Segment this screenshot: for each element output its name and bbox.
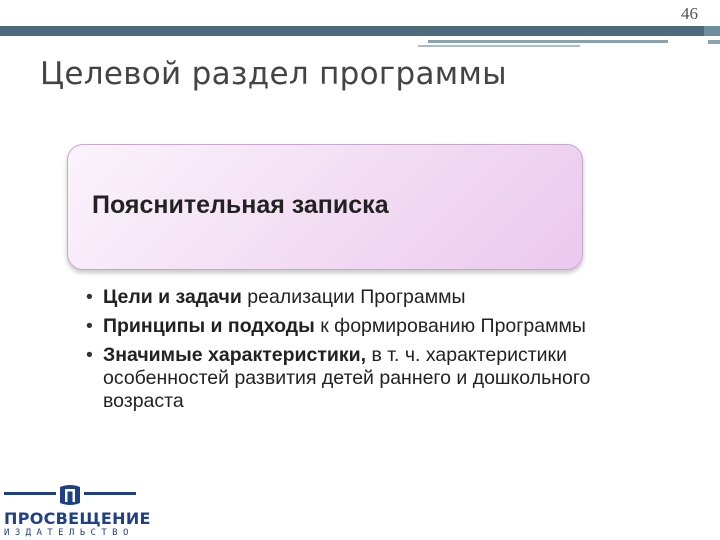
bullet-item [86, 344, 646, 413]
bullet-list [86, 286, 646, 419]
bullet-text: к формированию Программы [314, 315, 586, 337]
decorative-line [428, 40, 668, 43]
page-number: 46 [681, 4, 698, 23]
bullet-marker: • [86, 344, 93, 366]
bullet-item [86, 315, 646, 338]
logo-subtitle: ИЗДАТЕЛЬСТВО [4, 528, 134, 538]
bullet-item [86, 286, 646, 309]
logo-bar [84, 492, 136, 495]
bullet-bold-text: Принципы и подходы [103, 315, 315, 337]
bullet-marker: • [86, 315, 93, 337]
slide-title: Целевой раздел программы [40, 56, 507, 92]
top-band-accent [704, 26, 720, 36]
publisher-logo [0, 476, 151, 540]
bullet-text: реализации Программы [241, 286, 466, 308]
decorative-line [708, 40, 720, 44]
explanatory-note-label: Пояснительная записка [92, 191, 389, 219]
explanatory-note-box [67, 144, 583, 270]
bullet-marker: • [86, 286, 93, 308]
bullet-text: в т. ч. характеристики особенностей развития детей раннего и дошкольного возраста [103, 344, 591, 412]
bullet-bold-text: Значимые характеристики, [103, 344, 367, 366]
logo-name: ПРОСВЕЩЕНИЕ [4, 509, 151, 528]
logo-bar [4, 492, 56, 495]
top-band [0, 26, 720, 36]
bullet-bold-text: Цели и задачи [103, 286, 242, 308]
logo-emblem-icon [58, 483, 82, 507]
decorative-line [418, 45, 580, 47]
